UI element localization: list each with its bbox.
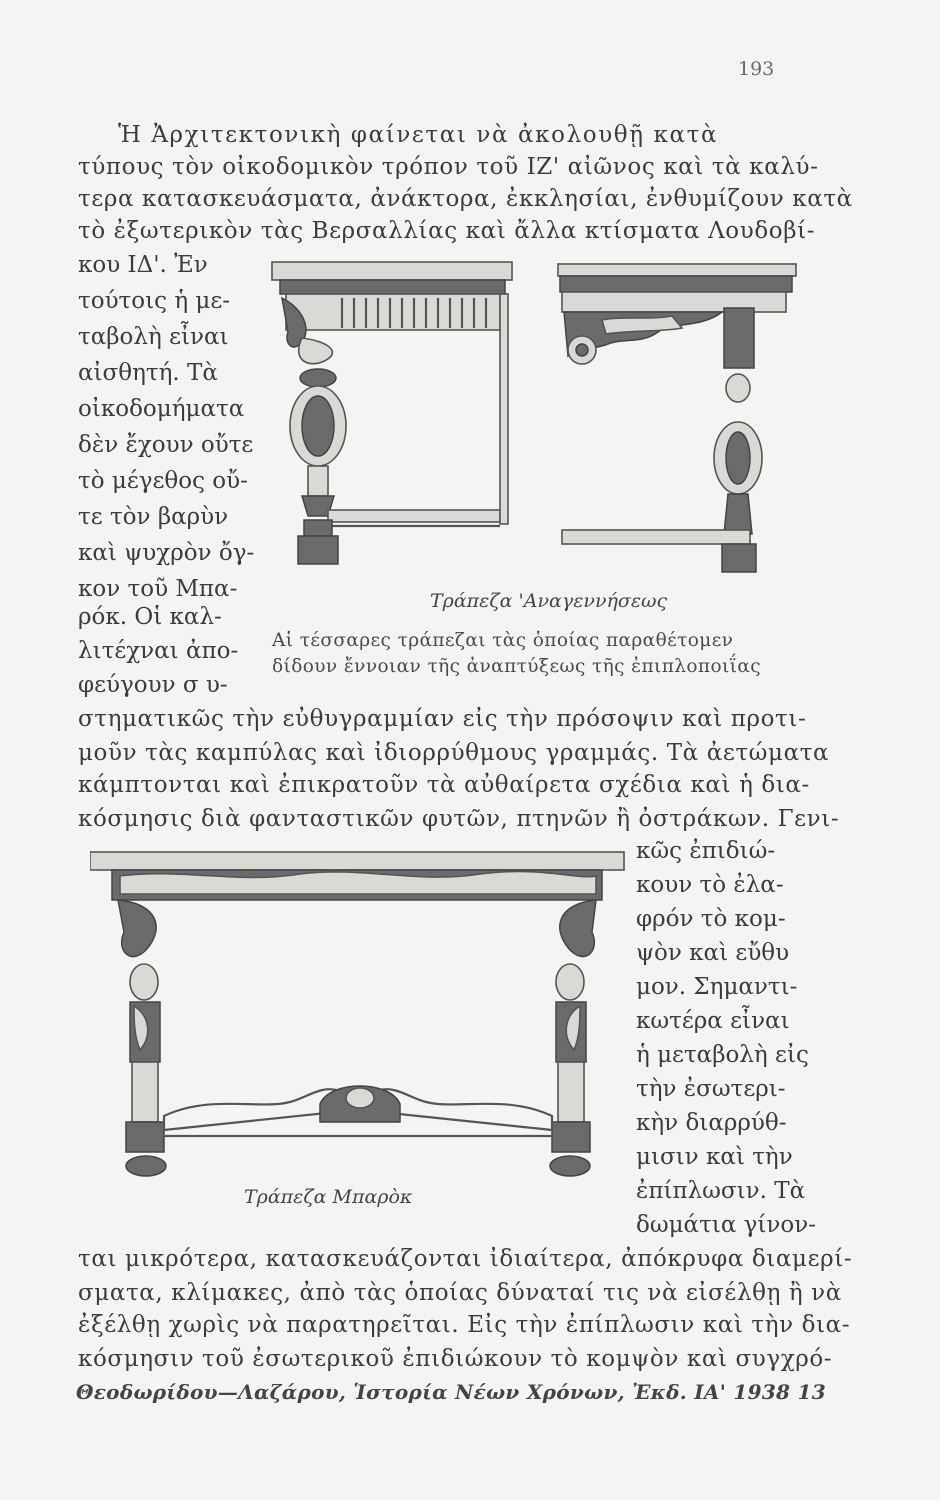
column-line: τούτοις ἡ με- <box>78 288 231 314</box>
column-line: τὴν ἐσωτερι- <box>636 1076 786 1102</box>
column-line: αἰσθητή. Τὰ <box>78 360 218 386</box>
column-line: κωτέρα εἶναι <box>636 1008 790 1034</box>
column-line: κὴν διαρρύθ- <box>636 1110 787 1136</box>
column-line: λιτέχναι ἀπο- <box>78 638 239 664</box>
column-line: κου ΙΔ'. Ἐν <box>78 252 208 278</box>
column-line: καὶ ψυχρὸν ὄγ- <box>78 540 255 566</box>
column-line: τε τὸν βαρὺν <box>78 504 229 530</box>
text-line: Ἡ Ἀρχιτεκτονικὴ φαίνεται νὰ ἀκολουθῇ κατὰ <box>118 122 719 148</box>
column-line: μισιν καὶ τὴν <box>636 1144 793 1170</box>
column-line: ἡ μεταβολὴ εἰς <box>636 1042 809 1068</box>
column-line: δὲν ἔχουν οὔτε <box>78 432 254 458</box>
column-line: οἰκοδομήματα <box>78 396 245 422</box>
text-line: τύπους τὸν οἰκοδομικὸν τρόπον τοῦ ΙΖ' αἰῶνος καὶ τὰ καλύ- <box>78 154 819 180</box>
column-line: κῶς ἐπιδιώ- <box>636 838 776 864</box>
text-line: σματα, κλίμακες, ἀπὸ τὰς ὁποίας δύναταί τις νὰ εἰσέλθῃ ἢ νὰ <box>78 1280 842 1306</box>
text-line: κόσμησις διὰ φανταστικῶν φυτῶν, πτηνῶν ἢ ὀστράκων. Γενι- <box>78 806 840 832</box>
figure-note: δίδουν ἔννοιαν τῆς ἀναπτύξεως τῆς ἐπιπλοποιΐας <box>272 656 761 677</box>
table-left-view <box>272 262 512 564</box>
text-line: κάμπτονται καὶ ἐπικρατοῦν τὰ αὐθαίρετα σχέδια καὶ ἡ δια- <box>78 772 810 798</box>
figure-note: Αἱ τέσσαρες τράπεζαι τὰς ὁποίας παραθέτομεν <box>272 630 734 651</box>
column-line: φεύγουν σ υ- <box>78 672 228 698</box>
page-number: 193 <box>738 58 775 80</box>
column-line: κον τοῦ Μπα- <box>78 576 238 602</box>
column-line: ρόκ. Οἱ καλ- <box>78 604 222 630</box>
column-line: κουν τὸ ἐλα- <box>636 872 784 898</box>
column-line: ἐπίπλωσιν. Τὰ <box>636 1178 806 1204</box>
figure-caption: Τράπεζα Μπαρὸκ <box>244 1186 413 1208</box>
baroque-stretcher <box>164 1086 552 1136</box>
figure-caption: Τράπεζα 'Αναγεννήσεως <box>430 590 668 612</box>
text-line: μοῦν τὰς καμπύλας καὶ ἰδιορρύθμους γραμμάς. Τὰ ἀετώματα <box>78 740 830 766</box>
text-line: τερα κατασκευάσματα, ἀνάκτορα, ἐκκλησίαι, ἐνθυμίζουν κατὰ <box>78 186 853 212</box>
column-line: φρόν τὸ κομ- <box>636 906 786 932</box>
column-line: ταβολὴ εἶναι <box>78 324 229 350</box>
baroque-leg-right <box>550 900 596 1176</box>
page-footer: Θεοδωρίδου—Λαζάρου, Ἱστορία Νέων Χρόνων, Ἐκδ. ΙΑ' 1938 13 <box>76 1380 826 1404</box>
text-line: κόσμησιν τοῦ ἐσωτερικοῦ ἐπιδιώκουν τὸ κομψὸν καὶ συγχρό- <box>78 1346 833 1372</box>
text-line: τὸ ἐξωτερικὸν τὰς Βερσαλλίας καὶ ἄλλα κτίσματα Λουδοβί- <box>78 218 816 244</box>
text-line: ἐξέλθῃ χωρὶς νὰ παρατηρεῖται. Εἰς τὴν ἐπίπλωσιν καὶ τὴν δια- <box>78 1312 851 1338</box>
table-right-view <box>558 264 796 572</box>
renaissance-table-illustration <box>262 258 802 588</box>
text-line: ται μικρότερα, κατασκευάζονται ἰδιαίτερα, ἀπόκρυφα διαμερί- <box>78 1246 853 1272</box>
column-line: τὸ μέγεθος οὔ- <box>78 468 248 494</box>
baroque-table-illustration <box>90 840 630 1180</box>
column-line: δωμάτια γίνον- <box>636 1212 817 1238</box>
column-line: ψὸν καὶ εὔθυ <box>636 940 790 966</box>
text-line: στηματικῶς τὴν εὐθυγραμμίαν εἰς τὴν πρόσοψιν καὶ προτι- <box>78 706 807 732</box>
column-line: μον. Σημαντι- <box>636 974 798 1000</box>
baroque-leg-left <box>118 900 166 1176</box>
